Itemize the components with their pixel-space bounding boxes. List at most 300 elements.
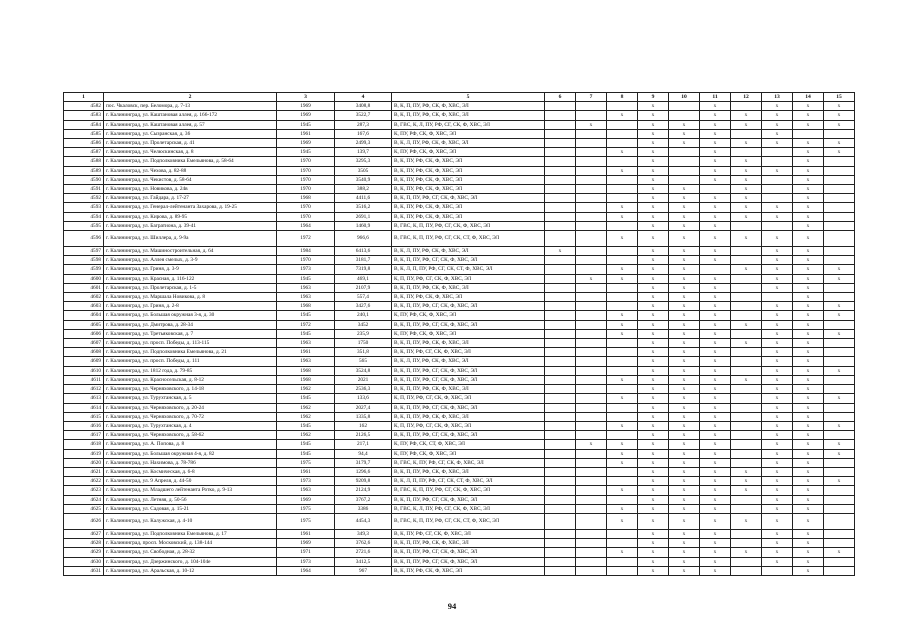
table-row: [64, 385, 855, 394]
mark-cell: [545, 431, 576, 440]
mark-cell: [669, 102, 700, 111]
table-row: [64, 265, 855, 274]
address-cell: г. Калининград, ул. Красная, д. 116-122: [104, 274, 277, 283]
mark-cell: x: [607, 548, 638, 557]
address-cell: г. Калининград, ул. Машиностроительная, д. 64: [104, 247, 277, 256]
table-row: [64, 293, 855, 302]
mark-cell: x: [762, 120, 793, 129]
record-number: 4625: [64, 504, 104, 513]
page-number: 94: [447, 601, 457, 611]
mark-cell: x: [669, 185, 700, 194]
mark-cell: x: [762, 102, 793, 111]
mark-cell: x: [793, 139, 824, 148]
mark-cell: x: [638, 495, 669, 504]
record-number: 4583: [64, 111, 104, 120]
mark-cell: [545, 495, 576, 504]
mark-cell: x: [700, 166, 731, 175]
address-cell: г. Калининград, ул. Каштановая аллея, д. 166-172: [104, 111, 277, 120]
mark-cell: x: [638, 302, 669, 311]
mark-cell: x: [824, 274, 855, 283]
mark-cell: [576, 513, 607, 529]
mark-cell: [824, 129, 855, 138]
column-header: 4: [335, 93, 392, 102]
mark-cell: [762, 157, 793, 166]
mark-cell: x: [576, 440, 607, 449]
mark-cell: x: [607, 440, 638, 449]
mark-cell: x: [576, 120, 607, 129]
column-header: 5: [392, 93, 545, 102]
table-row: [64, 247, 855, 256]
table-row: [64, 256, 855, 265]
table-row: [64, 513, 855, 529]
area-cell: 4454,3: [335, 513, 392, 529]
mark-cell: x: [824, 329, 855, 338]
table-row: [64, 274, 855, 283]
mark-cell: x: [700, 467, 731, 476]
mark-cell: x: [824, 366, 855, 375]
mark-cell: [607, 247, 638, 256]
mark-cell: x: [824, 449, 855, 458]
mark-cell: x: [762, 477, 793, 486]
mark-cell: x: [762, 458, 793, 467]
mark-cell: [824, 231, 855, 247]
mark-cell: x: [638, 440, 669, 449]
mark-cell: [824, 385, 855, 394]
mark-cell: [576, 458, 607, 467]
mark-cell: x: [793, 166, 824, 175]
mark-cell: [731, 529, 762, 538]
year-cell: 1962: [277, 412, 335, 421]
mark-cell: x: [638, 148, 669, 157]
mark-cell: x: [607, 231, 638, 247]
mark-cell: x: [669, 320, 700, 329]
mark-cell: x: [762, 166, 793, 175]
mark-cell: x: [700, 366, 731, 375]
mark-cell: [576, 529, 607, 538]
column-header: 12: [731, 93, 762, 102]
mark-cell: [731, 394, 762, 403]
mark-cell: x: [762, 548, 793, 557]
mark-cell: [824, 539, 855, 548]
mark-cell: [545, 129, 576, 138]
area-cell: 966,6: [335, 231, 392, 247]
mark-cell: [731, 311, 762, 320]
table-row: [64, 529, 855, 538]
year-cell: 1975: [277, 513, 335, 529]
year-cell: 1968: [277, 194, 335, 203]
record-number: 4584: [64, 120, 104, 129]
mark-cell: [607, 221, 638, 230]
record-number: 4622: [64, 477, 104, 486]
mark-cell: [731, 274, 762, 283]
mark-cell: x: [638, 431, 669, 440]
systems-cell: В, К, ПУ, РФ, СГ, СК, Ф, ХВС, ЭЛ: [392, 348, 545, 357]
area-cell: 139,7: [335, 148, 392, 157]
mark-cell: [731, 557, 762, 566]
systems-cell: В, К, П, ПУ, РФ, СГ, СК, Ф, ХВС, ЭЛ: [392, 495, 545, 504]
area-cell: 3412,5: [335, 557, 392, 566]
record-number: 4617: [64, 431, 104, 440]
mark-cell: x: [824, 302, 855, 311]
area-cell: 3522,7: [335, 111, 392, 120]
mark-cell: [607, 431, 638, 440]
mark-cell: x: [700, 194, 731, 203]
address-cell: г. Калининград, ул. Чехова, д. 82-88: [104, 166, 277, 175]
mark-cell: x: [762, 431, 793, 440]
mark-cell: x: [638, 458, 669, 467]
record-number: 4624: [64, 495, 104, 504]
mark-cell: x: [731, 212, 762, 221]
mark-cell: [545, 403, 576, 412]
mark-cell: [607, 139, 638, 148]
mark-cell: [576, 129, 607, 138]
systems-cell: В, ГВС, К, П, ПУ, РФ, СГ, СК, Ф, ХВС, ЭЛ: [392, 221, 545, 230]
mark-cell: x: [638, 221, 669, 230]
year-cell: 1962: [277, 431, 335, 440]
table-row: [64, 194, 855, 203]
address-cell: г. Калининград, ул. Турухтанская, д. 4: [104, 421, 277, 430]
mark-cell: [824, 339, 855, 348]
mark-cell: x: [731, 166, 762, 175]
mark-cell: [824, 529, 855, 538]
mark-cell: x: [700, 357, 731, 366]
table-row: [64, 557, 855, 566]
mark-cell: [824, 357, 855, 366]
mark-cell: x: [669, 339, 700, 348]
mark-cell: [576, 221, 607, 230]
table-row: [64, 566, 855, 575]
mark-cell: x: [731, 157, 762, 166]
mark-cell: x: [762, 513, 793, 529]
mark-cell: x: [669, 539, 700, 548]
mark-cell: x: [669, 412, 700, 421]
mark-cell: [545, 302, 576, 311]
mark-cell: [731, 421, 762, 430]
table-row: [64, 320, 855, 329]
year-cell: 1961: [277, 129, 335, 138]
systems-cell: В, К, П, ПУ, РФ, СГ, СК, Ф, ХВС, ЭЛ: [392, 431, 545, 440]
mark-cell: x: [700, 513, 731, 529]
systems-cell: К, П, ПУ, РФ, СГ, СК, Ф, ХВС, ЭЛ: [392, 274, 545, 283]
mark-cell: x: [793, 111, 824, 120]
mark-cell: [576, 477, 607, 486]
mark-cell: x: [700, 566, 731, 575]
mark-cell: [576, 366, 607, 375]
systems-cell: В, ГВС, К, П, ПУ, РФ, СГ, СК, Ф, ХВС, ЭЛ: [392, 486, 545, 495]
mark-cell: x: [700, 329, 731, 338]
mark-cell: [607, 467, 638, 476]
mark-cell: x: [731, 486, 762, 495]
mark-cell: x: [731, 375, 762, 384]
record-number: 4603: [64, 302, 104, 311]
mark-cell: [576, 157, 607, 166]
mark-cell: x: [669, 458, 700, 467]
mark-cell: x: [793, 495, 824, 504]
year-cell: 1945: [277, 274, 335, 283]
mark-cell: [545, 311, 576, 320]
mark-cell: x: [793, 256, 824, 265]
mark-cell: x: [793, 302, 824, 311]
systems-cell: В, К, ПУ, РФ, СК, Ф, ХВС, ЭЛ: [392, 203, 545, 212]
address-cell: г. Калининград, ул. А. Попова, д. 8: [104, 440, 277, 449]
mark-cell: x: [731, 548, 762, 557]
mark-cell: x: [638, 339, 669, 348]
mark-cell: x: [700, 557, 731, 566]
mark-cell: [762, 221, 793, 230]
year-cell: 1963: [277, 339, 335, 348]
mark-cell: [824, 403, 855, 412]
mark-cell: [824, 185, 855, 194]
mark-cell: x: [669, 431, 700, 440]
mark-cell: [545, 539, 576, 548]
mark-cell: x: [824, 111, 855, 120]
mark-cell: x: [731, 194, 762, 203]
table-row: [64, 283, 855, 292]
mark-cell: x: [638, 548, 669, 557]
systems-cell: К, ПУ, РФ, СК, Ф, ХВС, ЭЛ: [392, 311, 545, 320]
address-cell: г. Калининград, ул. Турухтанская, д. 5: [104, 394, 277, 403]
mark-cell: x: [793, 320, 824, 329]
mark-cell: x: [731, 265, 762, 274]
mark-cell: x: [762, 403, 793, 412]
mark-cell: x: [638, 311, 669, 320]
mark-cell: [669, 157, 700, 166]
mark-cell: x: [638, 385, 669, 394]
year-cell: 1970: [277, 175, 335, 184]
mark-cell: [731, 431, 762, 440]
mark-cell: x: [700, 529, 731, 538]
year-cell: 1973: [277, 477, 335, 486]
address-cell: г. Калининград, ул. Пролетарская, д. 1-5: [104, 283, 277, 292]
mark-cell: x: [731, 231, 762, 247]
mark-cell: x: [762, 495, 793, 504]
mark-cell: [607, 339, 638, 348]
table-row: [64, 539, 855, 548]
mark-cell: [545, 458, 576, 467]
address-cell: г. Калининград, ул. Пролетарская, д. 41: [104, 139, 277, 148]
mark-cell: x: [669, 302, 700, 311]
address-cell: г. Калининград, ул. Гриня, д. 2-8: [104, 302, 277, 311]
area-cell: 3427,6: [335, 302, 392, 311]
mark-cell: [545, 265, 576, 274]
record-number: 4630: [64, 557, 104, 566]
mark-cell: x: [700, 274, 731, 283]
registry-sheet: [63, 92, 854, 576]
mark-cell: x: [638, 194, 669, 203]
record-number: 4608: [64, 348, 104, 357]
mark-cell: x: [762, 302, 793, 311]
mark-cell: [576, 102, 607, 111]
address-cell: г. Калининград, ул. Красносельская, д. 8-12: [104, 375, 277, 384]
mark-cell: x: [607, 513, 638, 529]
mark-cell: x: [762, 212, 793, 221]
mark-cell: x: [638, 166, 669, 175]
mark-cell: [545, 120, 576, 129]
mark-cell: x: [700, 256, 731, 265]
record-number: 4582: [64, 102, 104, 111]
mark-cell: x: [700, 102, 731, 111]
area-cell: 3505: [335, 166, 392, 175]
mark-cell: [545, 329, 576, 338]
mark-cell: x: [793, 247, 824, 256]
area-cell: 967: [335, 566, 392, 575]
mark-cell: x: [607, 329, 638, 338]
address-cell: г. Калининград, ул. Дмитрова, д. 28-34: [104, 320, 277, 329]
mark-cell: [545, 529, 576, 538]
record-number: 4594: [64, 212, 104, 221]
mark-cell: x: [731, 111, 762, 120]
systems-cell: В, К, П, ПУ, РФ, СГ, СК, Ф, ХВС, ЭЛ: [392, 366, 545, 375]
table-row: [64, 139, 855, 148]
table-row: [64, 431, 855, 440]
mark-cell: [607, 557, 638, 566]
mark-cell: x: [793, 557, 824, 566]
mark-cell: [545, 256, 576, 265]
table-row: [64, 302, 855, 311]
year-cell: 1961: [277, 348, 335, 357]
record-number: 4626: [64, 513, 104, 529]
mark-cell: [576, 495, 607, 504]
mark-cell: x: [638, 320, 669, 329]
mark-cell: [669, 166, 700, 175]
mark-cell: x: [824, 421, 855, 430]
mark-cell: [824, 157, 855, 166]
table-row: [64, 111, 855, 120]
mark-cell: [576, 212, 607, 221]
table-row: [64, 339, 855, 348]
mark-cell: [545, 557, 576, 566]
mark-cell: x: [700, 458, 731, 467]
mark-cell: x: [669, 256, 700, 265]
mark-cell: x: [762, 274, 793, 283]
mark-cell: [545, 467, 576, 476]
year-cell: 1964: [277, 566, 335, 575]
mark-cell: x: [700, 247, 731, 256]
mark-cell: [607, 495, 638, 504]
address-cell: г. Калининград, ул. Младшего лейтенанта Ротко, д. 9-13: [104, 486, 277, 495]
mark-cell: [607, 357, 638, 366]
mark-cell: [731, 357, 762, 366]
table-row: [64, 495, 855, 504]
mark-cell: [607, 477, 638, 486]
address-cell: г. Калининград, ул. Маршала Новикова, д. 8: [104, 293, 277, 302]
area-cell: 167,6: [335, 129, 392, 138]
mark-cell: [824, 256, 855, 265]
mark-cell: x: [576, 274, 607, 283]
table-row: [64, 129, 855, 138]
mark-cell: x: [700, 449, 731, 458]
year-cell: 1968: [277, 302, 335, 311]
mark-cell: x: [762, 111, 793, 120]
mark-cell: x: [700, 504, 731, 513]
mark-cell: x: [762, 539, 793, 548]
systems-cell: В, ГВС, К, ПУ, РФ, СГ, СК, Ф, ХВС, ЭЛ: [392, 458, 545, 467]
area-cell: 557,4: [335, 293, 392, 302]
mark-cell: [607, 175, 638, 184]
mark-cell: [576, 111, 607, 120]
mark-cell: [731, 293, 762, 302]
mark-cell: x: [793, 212, 824, 221]
address-cell: г. Калининград, ул. просп. Победы, д. 111: [104, 357, 277, 366]
mark-cell: x: [700, 412, 731, 421]
mark-cell: [731, 458, 762, 467]
mark-cell: x: [669, 274, 700, 283]
mark-cell: x: [700, 129, 731, 138]
mark-cell: x: [731, 139, 762, 148]
table-row: [64, 185, 855, 194]
area-cell: 2499,3: [335, 139, 392, 148]
mark-cell: [731, 412, 762, 421]
systems-cell: К, ПУ, РФ, СК, Ф, ХВС, ЭЛ: [392, 129, 545, 138]
mark-cell: x: [638, 366, 669, 375]
mark-cell: [576, 256, 607, 265]
mark-cell: [762, 175, 793, 184]
year-cell: 1962: [277, 403, 335, 412]
mark-cell: x: [762, 283, 793, 292]
area-cell: 3295,3: [335, 157, 392, 166]
mark-cell: x: [700, 311, 731, 320]
mark-cell: [576, 139, 607, 148]
mark-cell: x: [793, 477, 824, 486]
mark-cell: x: [700, 477, 731, 486]
mark-cell: x: [700, 548, 731, 557]
mark-cell: x: [731, 513, 762, 529]
mark-cell: x: [762, 366, 793, 375]
mark-cell: [576, 148, 607, 157]
mark-cell: x: [669, 385, 700, 394]
mark-cell: [576, 185, 607, 194]
mark-cell: [545, 366, 576, 375]
mark-cell: [762, 185, 793, 194]
mark-cell: x: [638, 529, 669, 538]
mark-cell: [824, 320, 855, 329]
address-cell: г. Калининград, ул. Багратиона, д. 39-41: [104, 221, 277, 230]
record-number: 4627: [64, 529, 104, 538]
mark-cell: x: [638, 348, 669, 357]
address-cell: г. Калининград, ул. Аллея смелых, д. 3-9: [104, 256, 277, 265]
address-cell: г. Калининград, ул. Дзержинского, д. 104-104е: [104, 557, 277, 566]
mark-cell: [545, 274, 576, 283]
mark-cell: [824, 513, 855, 529]
mark-cell: [576, 557, 607, 566]
mark-cell: x: [607, 148, 638, 157]
mark-cell: [545, 440, 576, 449]
mark-cell: x: [793, 203, 824, 212]
mark-cell: x: [669, 440, 700, 449]
mark-cell: x: [793, 421, 824, 430]
mark-cell: x: [793, 357, 824, 366]
mark-cell: x: [700, 320, 731, 329]
mark-cell: x: [638, 486, 669, 495]
mark-cell: x: [793, 293, 824, 302]
mark-cell: x: [607, 111, 638, 120]
address-cell: г. Калининград, ул. Нахимова, д. 78-786: [104, 458, 277, 467]
area-cell: 94,4: [335, 449, 392, 458]
mark-cell: x: [669, 348, 700, 357]
mark-cell: x: [762, 329, 793, 338]
mark-cell: x: [638, 120, 669, 129]
year-cell: 1963: [277, 486, 335, 495]
year-cell: 1972: [277, 231, 335, 247]
table-row: [64, 440, 855, 449]
mark-cell: [607, 129, 638, 138]
record-number: 4607: [64, 339, 104, 348]
mark-cell: [576, 412, 607, 421]
mark-cell: [576, 421, 607, 430]
area-cell: 1460,9: [335, 221, 392, 230]
mark-cell: [576, 348, 607, 357]
mark-cell: [576, 320, 607, 329]
